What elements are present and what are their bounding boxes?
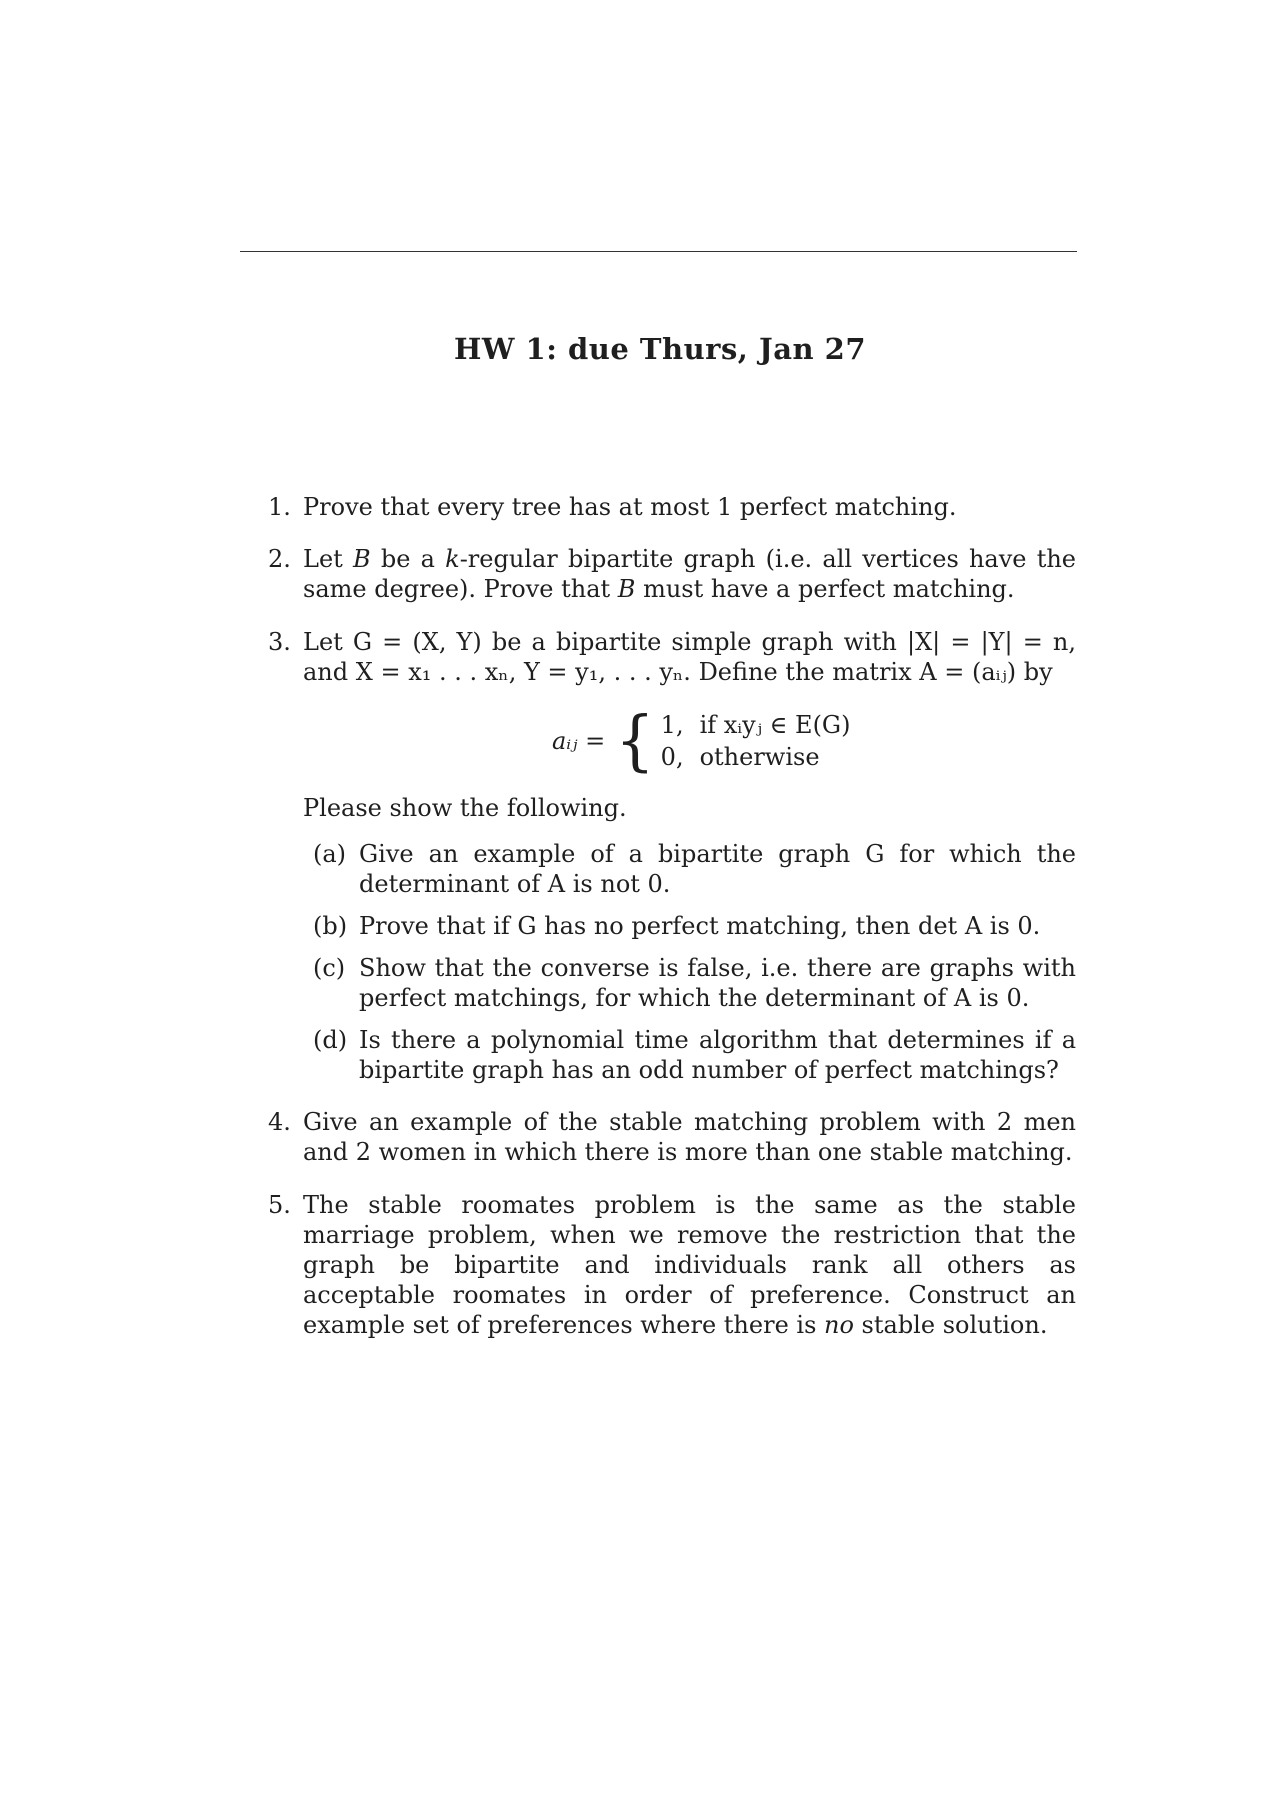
emphasis-text: no (824, 1311, 854, 1339)
problem-2 (268, 544, 1076, 604)
subproblem-text: Give an example of a bipartite graph G for which the determinant of A is not 0. (359, 840, 1076, 898)
problem-text-part: be a (370, 545, 446, 573)
problem-number: 3. (268, 628, 291, 656)
subproblem-text: Prove that if G has no perfect matching, then det A is 0. (359, 912, 1041, 940)
problem-number: 4. (268, 1108, 291, 1136)
math-var-b: B (353, 545, 371, 573)
case-value: 1, (660, 711, 684, 739)
problem-1 (268, 492, 1076, 522)
case-value: 0, (660, 743, 684, 771)
case-condition: otherwise (699, 743, 820, 771)
subproblem-c (313, 953, 1076, 1013)
problem-number: 1. (268, 493, 291, 521)
equation-cases (661, 709, 851, 773)
problem-3 (268, 627, 1076, 1085)
problem-list (268, 492, 1076, 1340)
equation-lhs: aᵢⱼ = (552, 727, 606, 755)
problem-text-part: The stable roomates problem is the same as the stable marriage problem, when we remove the restriction that the graph be bipartite and individuals rank all others as acceptable roomates in order of preference. Construct an example set of preferences where there is (303, 1191, 1076, 1339)
problem-text-part: -regular bipartite graph (i.e. all vertices have the same degree). Prove that (303, 545, 1077, 603)
subproblem-text: Is there a polynomial time algorithm that determines if a bipartite graph has an odd number of perfect matchings? (359, 1026, 1076, 1084)
math-var-b: B (617, 575, 636, 603)
problem-4 (268, 1107, 1076, 1167)
instruction-text: Please show the following. (303, 794, 627, 822)
subproblem-a (313, 839, 1076, 899)
problem-text: Give an example of the stable matching problem with 2 men and 2 women in which there is more than one stable matching. (303, 1108, 1076, 1166)
left-brace-icon: { (615, 702, 655, 779)
header-rule (240, 251, 1077, 252)
subproblem-label: (a) (313, 840, 347, 868)
math-var-k: k (445, 545, 460, 573)
problem-text-part: Let (303, 545, 353, 573)
subproblem-label: (b) (313, 912, 348, 940)
subproblem-label: (d) (313, 1026, 348, 1054)
problem-text: Prove that every tree has at most 1 perfect matching. (303, 493, 957, 521)
subproblem-label: (c) (313, 954, 346, 982)
problem-number: 5. (268, 1191, 291, 1219)
page-title: HW 1: due Thurs, Jan 27 (453, 332, 867, 366)
problem-text-part: must have a perfect matching. (635, 575, 1015, 603)
matrix-definition-equation (303, 702, 1076, 779)
subproblem-list (313, 839, 1076, 1085)
subproblem-d (313, 1025, 1076, 1085)
problem-number: 2. (268, 545, 291, 573)
case-condition: if xᵢyⱼ ∈ E(G) (699, 711, 851, 739)
subproblem-text: Show that the converse is false, i.e. there are graphs with perfect matchings, for which the determinant of A is 0. (359, 954, 1076, 1012)
problem-5 (268, 1190, 1076, 1340)
problem-text-part: stable solution. (853, 1311, 1048, 1339)
problem-text: Let G = (X, Y) be a bipartite simple graph with |X| = |Y| = n, and X = x₁ . . . xₙ, Y = y₁, . . . yₙ. Define the matrix A = (aᵢⱼ) by (303, 628, 1076, 686)
subproblem-b (313, 911, 1076, 941)
